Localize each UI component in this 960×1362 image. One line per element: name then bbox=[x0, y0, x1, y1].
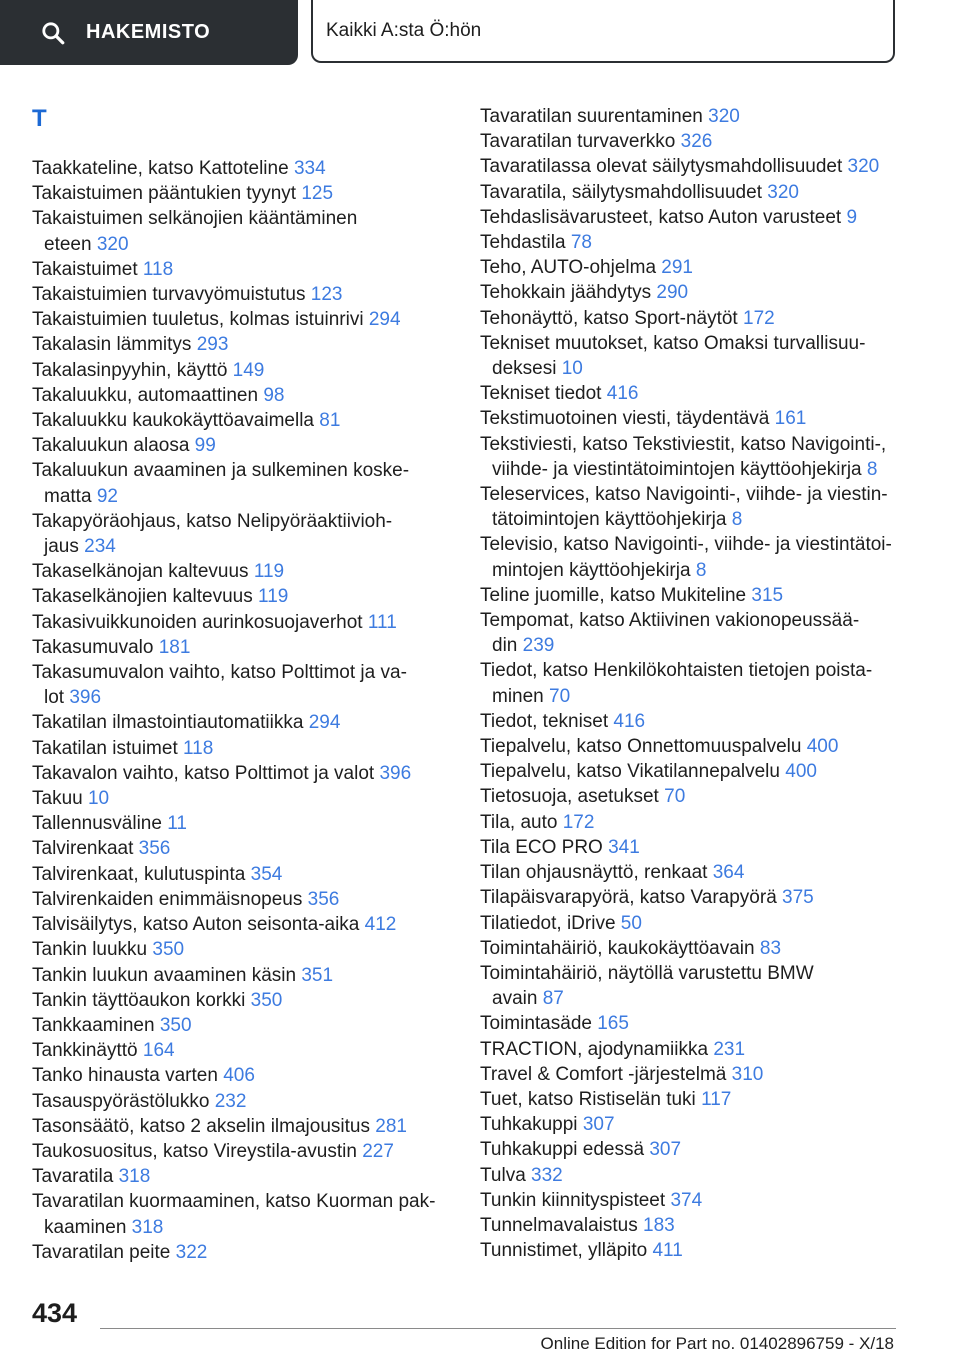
page-reference-link[interactable]: 356 bbox=[138, 838, 171, 860]
entry-text: Tavaratila bbox=[32, 1166, 114, 1188]
index-entry bbox=[480, 583, 920, 608]
page-reference-link[interactable]: 341 bbox=[608, 836, 640, 858]
index-entry bbox=[480, 406, 920, 431]
entry-text: Tasauspyörästölukko bbox=[32, 1090, 210, 1112]
page-reference-link[interactable]: 350 bbox=[250, 989, 283, 1011]
entry-text: Tavaratilan suurentaminen bbox=[480, 106, 703, 127]
entry-text: Tempomat, katso Aktiivinen vakionopeussää- bbox=[480, 610, 860, 632]
index-entry bbox=[32, 988, 452, 1013]
page-reference-link[interactable]: 239 bbox=[522, 635, 555, 657]
index-column-left bbox=[32, 100, 452, 1265]
page-reference-link[interactable]: 318 bbox=[131, 1216, 164, 1238]
entry-text: Tila ECO PRO bbox=[480, 836, 603, 858]
entry-text: Televisio, katso Navigointi-, viihde- ja viestintätoi- bbox=[480, 534, 892, 556]
entry-text: Takalasinpyyhin, käyttö bbox=[32, 359, 228, 381]
page-reference-link[interactable]: 118 bbox=[183, 737, 214, 759]
entry-text: Tavaratila, säilytysmahdollisuudet bbox=[480, 181, 762, 203]
index-entry bbox=[480, 230, 920, 255]
page-reference-link[interactable]: 164 bbox=[142, 1040, 175, 1062]
page-reference-link[interactable]: 165 bbox=[597, 1013, 629, 1035]
index-entry bbox=[32, 761, 452, 786]
page-reference-link[interactable]: 232 bbox=[214, 1090, 247, 1112]
entry-text: Takalasin lämmitys bbox=[32, 334, 192, 356]
entry-text: Tehdaslisävarusteet, katso Auton varusteet bbox=[480, 206, 842, 228]
page-reference-link[interactable]: 320 bbox=[96, 233, 129, 255]
page-reference-link[interactable]: 149 bbox=[232, 359, 265, 381]
entry-text: Tehonäyttö, katso Sport-näytöt bbox=[480, 307, 738, 329]
index-entry bbox=[32, 736, 452, 761]
index-entry bbox=[480, 432, 920, 482]
page-reference-link[interactable]: 293 bbox=[196, 334, 229, 356]
page-reference-link[interactable]: 50 bbox=[620, 912, 642, 934]
index-entry bbox=[32, 836, 452, 861]
entry-text: eteen bbox=[44, 233, 92, 255]
entry-text: Tanko hinausta varten bbox=[32, 1065, 218, 1087]
entry-text: Tilan ohjausnäyttö, renkaat bbox=[480, 862, 708, 884]
breadcrumb-tab[interactable] bbox=[311, 0, 895, 63]
index-entry bbox=[32, 408, 452, 433]
index-entry bbox=[32, 1240, 452, 1265]
entry-text: Tankin luukun avaaminen käsin bbox=[32, 964, 297, 986]
entry-text: Takaluukun alaosa bbox=[32, 435, 190, 457]
entry-text: Takaluukun avaaminen ja sulkeminen koske- bbox=[32, 460, 410, 482]
page-reference-link[interactable]: 10 bbox=[87, 788, 110, 810]
index-entry bbox=[480, 280, 920, 305]
page-reference-link[interactable]: 234 bbox=[84, 536, 116, 558]
entry-text: Talvirenkaiden enimmäisnopeus bbox=[32, 888, 303, 910]
page-number: 434 bbox=[32, 1298, 78, 1328]
page-reference-link[interactable]: 8 bbox=[731, 509, 743, 531]
entry-text: Taukosuositus, katso Vireystila-avustin bbox=[32, 1140, 357, 1162]
page-reference-link[interactable]: 11 bbox=[167, 813, 187, 835]
entry-text: Travel & Comfort -järjestelmä bbox=[480, 1063, 727, 1085]
entry-text: Takaistuimet bbox=[32, 258, 138, 280]
entry-text: Tehokkain jäähdytys bbox=[480, 282, 652, 304]
entry-text: Tekniset tiedot bbox=[480, 383, 602, 405]
page-reference-link[interactable]: 99 bbox=[194, 435, 216, 457]
entry-text: Tankkaaminen bbox=[32, 1014, 155, 1036]
search-tab-label: HAKEMISTO bbox=[86, 21, 211, 43]
entry-text: Takaluukku kaukokäyttöavaimella bbox=[32, 410, 314, 432]
entry-text: Talvisäilytys, katso Auton seisonta-aika bbox=[32, 914, 360, 936]
index-entry bbox=[32, 811, 452, 836]
entry-text: Tiepalvelu, katso Vikatilannepalvelu bbox=[480, 761, 780, 783]
index-entry bbox=[32, 584, 452, 609]
index-entry bbox=[32, 887, 452, 912]
index-entry bbox=[480, 381, 920, 406]
index-entry bbox=[32, 509, 452, 559]
index-entry bbox=[32, 458, 452, 508]
entry-text: Toimintasäde bbox=[480, 1013, 592, 1035]
entry-text: Tasonsäätö, katso 2 akselin ilmajousitus bbox=[32, 1115, 370, 1137]
page-reference-link[interactable]: 356 bbox=[307, 888, 340, 910]
entry-text: Takapyöräohjaus, katso Nelipyöräaktiivioh- bbox=[32, 510, 393, 532]
entry-text: tätoimintojen käyttöohjekirja bbox=[492, 509, 727, 531]
entry-text: Toimintahäiriö, näytöllä varustettu BMW bbox=[480, 962, 814, 984]
entry-text: Takatilan istuimet bbox=[32, 737, 178, 759]
page-reference-link[interactable]: 416 bbox=[606, 383, 639, 405]
index-entry bbox=[480, 734, 920, 759]
index-entry bbox=[32, 1139, 452, 1164]
entry-text: kaaminen bbox=[44, 1216, 127, 1238]
entry-text: Teho, AUTO-ohjelma bbox=[480, 257, 657, 279]
index-entry bbox=[32, 963, 452, 988]
page-reference-link[interactable]: 406 bbox=[223, 1065, 255, 1087]
entry-text: Tankin täyttöaukon korkki bbox=[32, 989, 246, 1011]
page-reference-link[interactable]: 320 bbox=[708, 106, 740, 127]
search-icon bbox=[40, 20, 66, 46]
page-reference-link[interactable]: 322 bbox=[175, 1241, 208, 1263]
index-entry bbox=[32, 1038, 452, 1063]
page-reference-link[interactable]: 315 bbox=[751, 584, 784, 606]
page-reference-link[interactable]: 8 bbox=[866, 458, 878, 480]
page-reference-link[interactable]: 412 bbox=[364, 914, 397, 936]
edition-note: Online Edition for Part no. 01402896759 - X/18 bbox=[540, 1334, 894, 1353]
index-entry bbox=[480, 1137, 920, 1162]
entry-text: Takaselkänojan kaltevuus bbox=[32, 561, 249, 583]
page-reference-link[interactable]: 161 bbox=[774, 408, 807, 430]
search-tab[interactable] bbox=[0, 0, 298, 65]
index-entry bbox=[32, 635, 452, 660]
page-reference-link[interactable]: 81 bbox=[319, 410, 341, 432]
page-reference-link[interactable]: 119 bbox=[258, 586, 289, 608]
index-entry bbox=[480, 936, 920, 961]
page-reference-link[interactable]: 294 bbox=[308, 712, 341, 734]
index-entry bbox=[480, 911, 920, 936]
entry-text: TRACTION, ajodynamiikka bbox=[480, 1038, 709, 1060]
entry-text: Tankkinäyttö bbox=[32, 1040, 138, 1062]
index-entry bbox=[480, 1163, 920, 1188]
entry-text: Tavaratilan peite bbox=[32, 1241, 171, 1263]
index-entry bbox=[32, 433, 452, 458]
page-reference-link[interactable]: 70 bbox=[549, 685, 571, 707]
page-reference-link[interactable]: 375 bbox=[782, 887, 814, 909]
page-reference-link[interactable]: 354 bbox=[250, 863, 283, 885]
index-entry bbox=[480, 129, 920, 154]
index-entry bbox=[480, 1238, 920, 1263]
entry-text: minen bbox=[492, 685, 544, 707]
index-entry bbox=[32, 862, 452, 887]
page-reference-link[interactable]: 291 bbox=[661, 257, 693, 279]
page-reference-link[interactable]: 326 bbox=[680, 131, 713, 153]
index-entry bbox=[32, 660, 452, 710]
index-entry bbox=[480, 885, 920, 910]
index-entry bbox=[32, 383, 452, 408]
page-reference-link[interactable]: 416 bbox=[613, 710, 646, 732]
index-entry bbox=[32, 282, 452, 307]
entry-text: Takaistuimen selkänojien kääntäminen bbox=[32, 208, 358, 230]
footer-divider bbox=[100, 1328, 896, 1329]
index-entry bbox=[480, 180, 920, 205]
page-reference-link[interactable]: 111 bbox=[367, 611, 397, 633]
index-entry bbox=[32, 1189, 452, 1239]
entry-text: Tavaratilan kuormaaminen, katso Kuorman pak- bbox=[32, 1191, 436, 1213]
entry-text: Takaistuimien turvavyömuistutus bbox=[32, 284, 306, 306]
index-entry bbox=[480, 255, 920, 280]
entry-text: Tuet, katso Ristiselän tuki bbox=[480, 1088, 696, 1110]
entry-text: Talvirenkaat bbox=[32, 838, 134, 860]
index-entry bbox=[480, 1213, 920, 1238]
index-letter-heading: T bbox=[32, 105, 47, 132]
index-entry bbox=[32, 710, 452, 735]
page-reference-link[interactable]: 181 bbox=[158, 636, 191, 658]
entry-text: Tunnistimet, ylläpito bbox=[480, 1240, 648, 1262]
page-reference-link[interactable]: 396 bbox=[69, 687, 102, 709]
index-entry bbox=[32, 559, 452, 584]
index-entry bbox=[32, 1164, 452, 1189]
page-reference-link[interactable]: 351 bbox=[301, 964, 334, 986]
index-entry bbox=[32, 156, 452, 181]
page-reference-link[interactable]: 125 bbox=[301, 183, 334, 205]
entry-text: Talvirenkaat, kulutuspinta bbox=[32, 863, 246, 885]
page-reference-link[interactable]: 294 bbox=[368, 309, 401, 331]
top-navigation bbox=[0, 0, 960, 68]
entry-text: Tekstimuotoinen viesti, täydentävä bbox=[480, 408, 770, 430]
index-entry bbox=[480, 104, 920, 129]
entry-text: Tunkin kiinnityspisteet bbox=[480, 1189, 666, 1211]
page-reference-link[interactable]: 374 bbox=[670, 1189, 703, 1211]
entry-text: Tavaratilassa olevat säilytysmahdollisuudet bbox=[480, 156, 843, 178]
page-reference-link[interactable]: 350 bbox=[159, 1014, 192, 1036]
index-entry bbox=[480, 784, 920, 809]
page-reference-link[interactable]: 183 bbox=[643, 1214, 675, 1236]
index-entry bbox=[480, 1087, 920, 1112]
entry-text: Tekstiviesti, katso Tekstiviestit, katso Navigointi-, bbox=[480, 433, 887, 455]
index-entry bbox=[32, 307, 452, 332]
entry-text: Tuhkakuppi bbox=[480, 1114, 578, 1136]
entry-text: Tallennusväline bbox=[32, 813, 162, 835]
index-column-right bbox=[480, 104, 920, 1263]
page-reference-link[interactable]: 332 bbox=[531, 1164, 563, 1186]
page-reference-link[interactable]: 98 bbox=[263, 384, 285, 406]
entry-text: lot bbox=[44, 687, 65, 709]
page-reference-link[interactable]: 8 bbox=[695, 559, 707, 581]
entry-text: Takasumuvalo bbox=[32, 636, 154, 658]
page-reference-link[interactable]: 400 bbox=[785, 761, 817, 783]
index-entry bbox=[480, 759, 920, 784]
entry-text: Tila, auto bbox=[480, 811, 558, 833]
page-reference-link[interactable]: 396 bbox=[379, 762, 412, 784]
index-entry bbox=[32, 912, 452, 937]
entry-text: Teleservices, katso Navigointi-, viihde- ja viestin- bbox=[480, 484, 888, 506]
page-reference-link[interactable]: 118 bbox=[142, 258, 174, 280]
entry-text: Takasumuvalon vaihto, katso Polttimot ja va- bbox=[32, 662, 407, 684]
index-entry bbox=[480, 1112, 920, 1137]
index-entry bbox=[480, 154, 920, 179]
entry-text: Takaselkänojien kaltevuus bbox=[32, 586, 253, 608]
entry-text: jaus bbox=[44, 536, 79, 558]
index-entry bbox=[480, 1062, 920, 1087]
index-entry bbox=[32, 257, 452, 282]
index-entry bbox=[480, 608, 920, 658]
index-entry bbox=[480, 205, 920, 230]
index-entry bbox=[480, 961, 920, 1011]
entry-text: Tuhkakuppi edessä bbox=[480, 1139, 645, 1161]
entry-text: Tilatiedot, iDrive bbox=[480, 912, 616, 934]
index-entry bbox=[480, 532, 920, 582]
page-reference-link[interactable]: 10 bbox=[561, 358, 583, 380]
index-entry bbox=[32, 1089, 452, 1114]
index-entry bbox=[32, 358, 452, 383]
index-entry bbox=[480, 835, 920, 860]
index-entry bbox=[480, 482, 920, 532]
page-reference-link[interactable]: 87 bbox=[542, 988, 564, 1010]
index-entry bbox=[32, 206, 452, 256]
page-reference-link[interactable]: 320 bbox=[847, 156, 880, 178]
entry-text: Takaistuimien tuuletus, kolmas istuinrivi bbox=[32, 309, 364, 331]
index-entry bbox=[32, 1013, 452, 1038]
entry-text: matta bbox=[44, 485, 92, 507]
entry-text: Tunnelmavalaistus bbox=[480, 1214, 638, 1236]
entry-text: Tekniset muutokset, katso Omaksi turvallisuu- bbox=[480, 332, 866, 354]
entry-text: Tiedot, katso Henkilökohtaisten tietojen poista- bbox=[480, 660, 873, 682]
entry-text: Tulva bbox=[480, 1164, 526, 1186]
page-reference-link[interactable]: 119 bbox=[253, 561, 285, 583]
index-entry bbox=[480, 1011, 920, 1036]
entry-text: Tiedot, tekniset bbox=[480, 710, 609, 732]
page-reference-link[interactable]: 172 bbox=[743, 307, 775, 329]
entry-text: mintojen käyttöohjekirja bbox=[492, 559, 691, 581]
index-entry bbox=[480, 331, 920, 381]
entry-text: Tehdastila bbox=[480, 232, 566, 254]
page-reference-link[interactable]: 310 bbox=[731, 1063, 764, 1085]
index-entry bbox=[32, 332, 452, 357]
entry-text: Toimintahäiriö, kaukokäyttöavain bbox=[480, 937, 755, 959]
page-reference-link[interactable]: 307 bbox=[649, 1139, 682, 1161]
index-entry bbox=[480, 810, 920, 835]
entry-text: Taakkateline, katso Kattoteline bbox=[32, 158, 289, 179]
page-reference-link[interactable]: 70 bbox=[664, 786, 686, 808]
index-entry bbox=[480, 1037, 920, 1062]
page-reference-link[interactable]: 320 bbox=[767, 181, 799, 203]
entry-text: Tankin luukku bbox=[32, 939, 148, 961]
entry-text: Tiepalvelu, katso Onnettomuuspalvelu bbox=[480, 736, 802, 758]
page-reference-link[interactable]: 231 bbox=[713, 1038, 746, 1060]
entry-text: Tilapäisvarapyörä, katso Varapyörä bbox=[480, 887, 777, 909]
page-reference-link[interactable]: 227 bbox=[362, 1140, 394, 1162]
page-reference-link[interactable]: 350 bbox=[152, 939, 185, 961]
entry-text: Takaistuimen pääntukien tyynyt bbox=[32, 183, 297, 205]
index-entry bbox=[32, 1114, 452, 1139]
index-entry bbox=[32, 937, 452, 962]
entry-text: Takatilan ilmastointiautomatiikka bbox=[32, 712, 304, 734]
page-reference-link[interactable]: 411 bbox=[652, 1240, 683, 1262]
page-reference-link[interactable]: 281 bbox=[375, 1115, 407, 1137]
index-entry bbox=[32, 786, 452, 811]
index-entry bbox=[480, 306, 920, 331]
entry-text: Teline juomille, katso Mukiteline bbox=[480, 584, 747, 606]
page-reference-link[interactable]: 9 bbox=[846, 206, 858, 228]
breadcrumb-label: Kaikki A:sta Ö:hön bbox=[326, 19, 482, 41]
entry-text: Tietosuoja, asetukset bbox=[480, 786, 659, 808]
index-entry bbox=[480, 860, 920, 885]
page-reference-link[interactable]: 364 bbox=[712, 862, 745, 884]
entry-text: avain bbox=[492, 988, 538, 1010]
page-reference-link[interactable]: 172 bbox=[562, 811, 595, 833]
entry-text: deksesi bbox=[492, 358, 557, 380]
page-reference-link[interactable]: 117 bbox=[701, 1088, 732, 1110]
entry-text: Takavalon vaihto, katso Polttimot ja valot bbox=[32, 762, 375, 784]
page-reference-link[interactable]: 290 bbox=[656, 282, 689, 304]
page-reference-link[interactable]: 400 bbox=[806, 736, 839, 758]
page-reference-link[interactable]: 92 bbox=[96, 485, 118, 507]
index-entry bbox=[32, 610, 452, 635]
index-entry bbox=[480, 658, 920, 708]
entry-text: Takasivuikkunoiden aurinkosuojaverhot bbox=[32, 611, 363, 633]
index-entry bbox=[480, 709, 920, 734]
page-reference-link[interactable]: 318 bbox=[118, 1166, 151, 1188]
page-reference-link[interactable]: 307 bbox=[582, 1114, 615, 1136]
index-entry bbox=[480, 1188, 920, 1213]
entry-text: viihde- ja viestintätoimintojen käyttöohjekirja bbox=[492, 458, 862, 480]
entry-text: Tavaratilan turvaverkko bbox=[480, 131, 676, 153]
page-reference-link[interactable]: 334 bbox=[293, 158, 326, 179]
index-entry bbox=[32, 1063, 452, 1088]
entry-text: Takuu bbox=[32, 788, 83, 810]
index-entry bbox=[32, 181, 452, 206]
page-reference-link[interactable]: 123 bbox=[310, 284, 343, 306]
page-reference-link[interactable]: 83 bbox=[759, 937, 782, 959]
page-reference-link[interactable]: 78 bbox=[570, 232, 592, 254]
entry-text: din bbox=[492, 635, 518, 657]
entry-text: Takaluukku, automaattinen bbox=[32, 384, 259, 406]
